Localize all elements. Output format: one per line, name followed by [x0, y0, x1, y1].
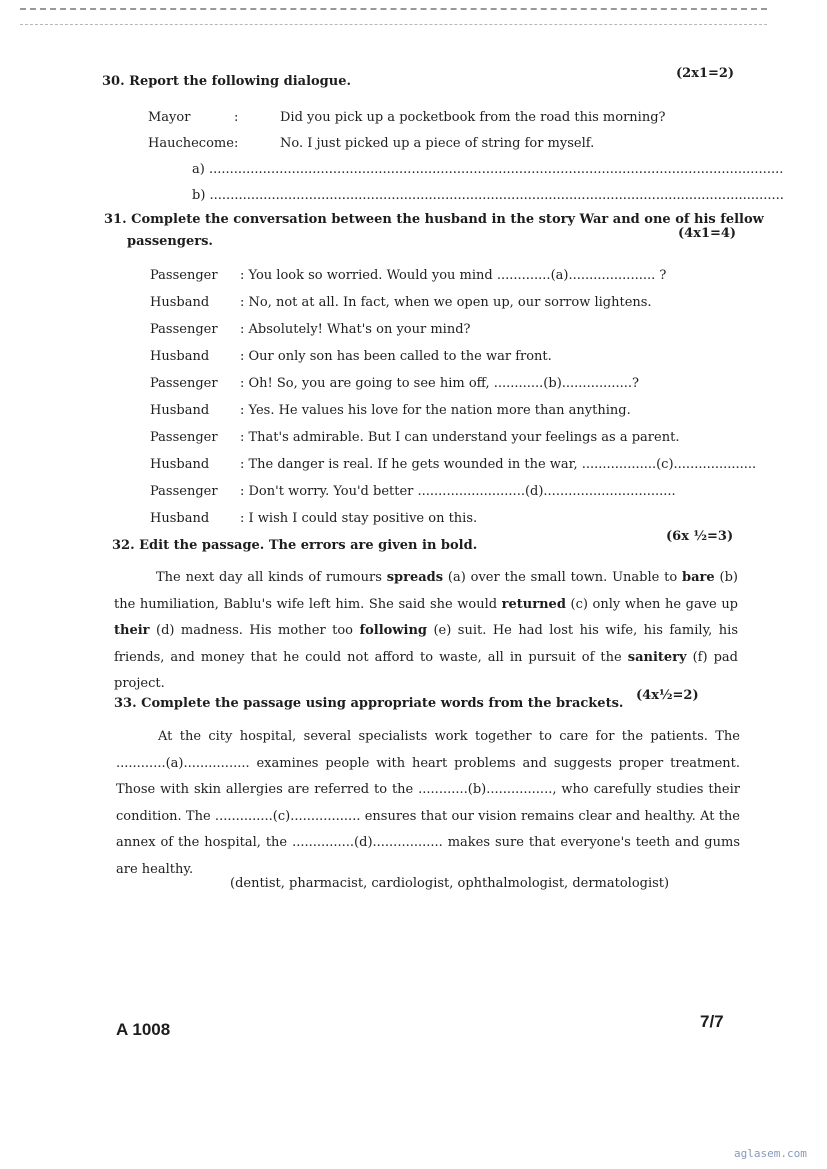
speaker: Passenger — [150, 484, 218, 499]
watermark: aglasem.com — [734, 1147, 807, 1160]
speaker: Hauchecome — [148, 136, 234, 151]
q33-title: 33. Complete the passage using appropriate words from the brackets. — [114, 696, 624, 711]
speaker: Husband — [150, 511, 210, 526]
passage-text: (c) only when he gave up — [565, 596, 739, 612]
passage-text: (e) suit. He had lost his wife, his family, his friends, and money that he could not afford to waste, all in pursuit of the — [114, 623, 738, 665]
q31-line — [150, 511, 477, 526]
q31-title: 31. Complete the conversation between the husband in the story War and one of his fellow — [104, 212, 764, 227]
dialogue-text: : Yes. He values his love for the nation more than anything. — [240, 403, 631, 418]
q31-line — [150, 376, 639, 391]
dialogue-text: : The danger is real. If he gets wounded in the war, ..................(c).................... — [240, 457, 757, 472]
dialogue-text: : Oh! So, you are going to see him off, ............(b).................? — [240, 376, 639, 391]
error-word: bare — [682, 570, 715, 585]
page-top-border — [20, 8, 767, 25]
q30-line: Mayor : Did you pick up a pocketbook from the road this morning? — [148, 110, 666, 125]
speaker: Husband — [150, 295, 210, 310]
q31-line — [150, 322, 470, 337]
dialogue-text: Did you pick up a pocketbook from the road this morning? — [280, 110, 666, 125]
speaker: Mayor — [148, 110, 191, 125]
q31-title-cont: passengers. — [127, 234, 213, 249]
q32-marks: (6x ½=3) — [666, 529, 734, 544]
speaker: Husband — [150, 457, 210, 472]
page-number: 7/7 — [700, 1012, 724, 1031]
q31-line — [150, 430, 679, 445]
q31-line — [150, 484, 676, 499]
q33-marks: (4x½=2) — [636, 688, 699, 703]
error-word: their — [114, 623, 150, 638]
q30-marks: (2x1=2) — [676, 66, 735, 81]
speaker: Passenger — [150, 376, 218, 391]
q31-line — [150, 349, 552, 364]
q32-title: 32. Edit the passage. The errors are given in bold. — [112, 538, 478, 553]
error-word: returned — [501, 596, 566, 612]
error-word: following — [359, 623, 427, 638]
passage-text: (d) madness. His mother too — [149, 623, 360, 638]
passage-text: (a) over the small town. Unable to — [443, 570, 683, 585]
error-word: spreads — [386, 570, 444, 585]
dialogue-text: No. I just picked up a piece of string for myself. — [280, 136, 595, 151]
q30-answer-b: b) ........................................................................................................................................... — [192, 188, 784, 203]
dialogue-text: : That's admirable. But I can understand your feelings as a parent. — [240, 430, 680, 445]
speaker: Husband — [150, 403, 210, 418]
dialogue-text: : Our only son has been called to the war front. — [240, 349, 552, 364]
dialogue-text: : I wish I could stay positive on this. — [240, 511, 478, 526]
passage-text: (f) pad project. — [114, 649, 738, 691]
passage-text: The next day all kinds of rumours — [156, 570, 387, 585]
q30-line: Hauchecome: No. I just picked up a piece of string for myself. — [148, 136, 595, 151]
q30-answer-a: a) ........................................................................................................................................... — [192, 162, 784, 177]
q32-passage — [114, 565, 738, 698]
q33-options: (dentist, pharmacist, cardiologist, ophthalmologist, dermatologist) — [230, 876, 670, 891]
q31-line — [150, 457, 756, 472]
speaker: Passenger — [150, 430, 218, 445]
speaker: Passenger — [150, 268, 218, 283]
q31-line — [150, 295, 652, 310]
dialogue-text: : Absolutely! What's on your mind? — [240, 322, 471, 337]
passage-text: (b) the humiliation, Bablu's wife left him. She said she would — [114, 570, 738, 612]
q31-marks: (4x1=4) — [678, 226, 737, 241]
dialogue-text: : Don't worry. You'd better ..........................(d)................................ — [240, 484, 676, 499]
dialogue-text: : No, not at all. In fact, when we open up, our sorrow lightens. — [240, 295, 652, 310]
error-word: sanitery — [627, 649, 687, 665]
q31-line — [150, 403, 631, 418]
q30-title: 30. Report the following dialogue. — [102, 74, 352, 89]
q33-passage: At the city hospital, several specialists work together to care for the patients. The ............(a)................ examines people with heart problems and suggests proper treatment. Those with skin allergies are referred to the ............(b)................, who carefully studies their condition. The ..............(c)................. ensures that our vision remains clear and healthy. At the annex of the hospital, the ...............(d)................. makes sure that everyone's teeth and gums are healthy. — [116, 729, 740, 877]
dialogue-text: : You look so worried. Would you mind .............(a)..................... ? — [240, 268, 667, 283]
speaker: Passenger — [150, 322, 218, 337]
speaker: Husband — [150, 349, 210, 364]
paper-code: A 1008 — [116, 1020, 171, 1039]
q31-line — [150, 268, 666, 283]
